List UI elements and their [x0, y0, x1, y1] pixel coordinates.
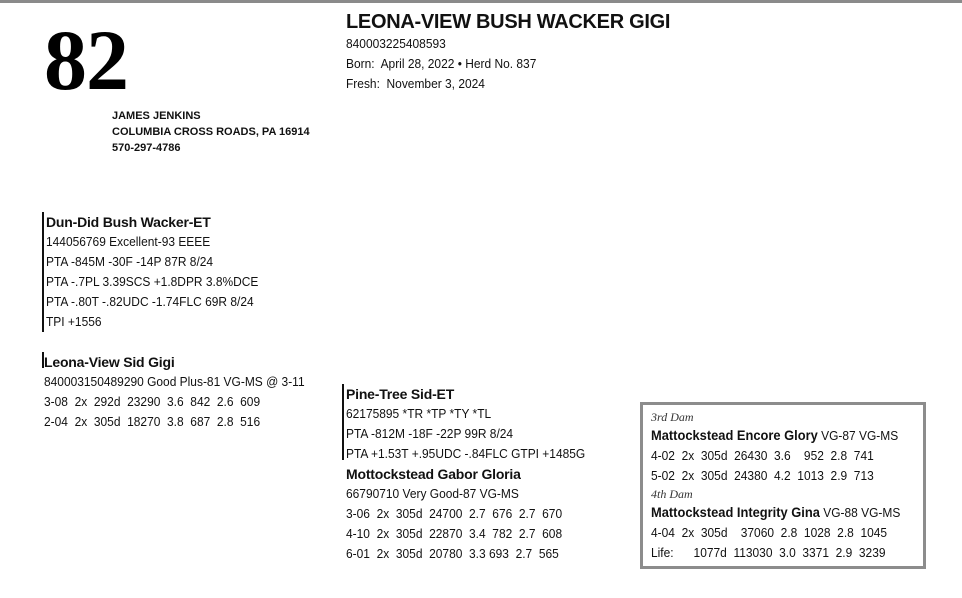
animal-name: LEONA-VIEW BUSH WACKER GIGI [346, 11, 671, 33]
animal-fresh: Fresh: November 3, 2024 [346, 76, 485, 91]
fourth-dam-line: 4-04 2x 305d 37060 2.8 1028 2.8 1045 [651, 525, 888, 540]
third-dam-line: 4-02 2x 305d 26430 3.6 952 2.8 741 [651, 448, 874, 463]
dam-line: 840003150489290 Good Plus-81 VG-MS @ 3-11 [44, 374, 305, 389]
third-dam-title [651, 425, 901, 446]
fourth-dam-label: 4th Dam [651, 487, 693, 501]
sire-line: PTA -.7PL 3.39SCS +1.8DPR 3.8%DCE [46, 274, 259, 289]
sire-line: PTA -845M -30F -14P 87R 8/24 [46, 254, 214, 269]
mgs-connector [342, 384, 344, 460]
granddam-line: 3-06 2x 305d 24700 2.7 676 2.7 670 [346, 506, 563, 521]
animal-header [346, 10, 670, 94]
consignor-name: JAMES JENKINS [112, 110, 201, 122]
mgs-line: PTA +1.53T +.95UDC -.84FLC GTPI +1485G [346, 446, 586, 461]
sire-name: Dun-Did Bush Wacker-ET [46, 214, 211, 230]
mgs-name: Pine-Tree Sid-ET [346, 386, 455, 402]
dam-line: 2-04 2x 305d 18270 3.8 687 2.8 516 [44, 414, 261, 429]
third-dam-label: 3rd Dam [651, 410, 694, 424]
third-dam-line: 5-02 2x 305d 24380 4.2 1013 2.9 713 [651, 468, 874, 483]
granddam-line: 66790710 Very Good-87 VG-MS [346, 486, 519, 501]
consignor-address: COLUMBIA CROSS ROADS, PA 16914 [112, 126, 310, 138]
maternal-grandsire-block [344, 384, 606, 564]
fourth-dam-line: Life: 1077d 113030 3.0 3371 2.9 3239 [651, 545, 886, 560]
animal-id: 840003225408593 [346, 36, 446, 51]
sire-line: PTA -.80T -.82UDC -1.74FLC 69R 8/24 [46, 294, 254, 309]
granddam-name: Mottockstead Gabor Gloria [346, 466, 521, 482]
granddam-line: 4-10 2x 305d 22870 3.4 782 2.7 608 [346, 526, 563, 541]
sire-line: 144056769 Excellent-93 EEEE [46, 234, 211, 249]
sire-block [42, 212, 277, 332]
dam-block [42, 352, 327, 432]
top-rule [0, 0, 962, 3]
dams-box [640, 402, 926, 569]
fourth-dam-name: Mattockstead Integrity Gina [651, 504, 820, 520]
mgs-line: PTA -812M -18F -22P 99R 8/24 [346, 426, 514, 441]
lot-number: 82 [44, 12, 128, 108]
sire-line: TPI +1556 [46, 314, 102, 329]
consignor-info [112, 108, 310, 156]
animal-born-herd: Born: April 28, 2022 • Herd No. 837 [346, 56, 537, 71]
third-dam-class: VG-87 VG-MS [817, 428, 899, 443]
granddam-line: 6-01 2x 305d 20780 3.3 693 2.7 565 [346, 546, 559, 561]
fourth-dam-title [651, 502, 901, 523]
mgs-line: 62175895 *TR *TP *TY *TL [346, 406, 492, 421]
third-dam-name: Mattockstead Encore Glory [651, 427, 818, 443]
dam-connector [42, 352, 44, 368]
consignor-phone: 570-297-4786 [112, 142, 181, 154]
dam-line: 3-08 2x 292d 23290 3.6 842 2.6 609 [44, 394, 261, 409]
fourth-dam-class: VG-88 VG-MS [819, 505, 901, 520]
dam-name: Leona-View Sid Gigi [44, 354, 175, 370]
